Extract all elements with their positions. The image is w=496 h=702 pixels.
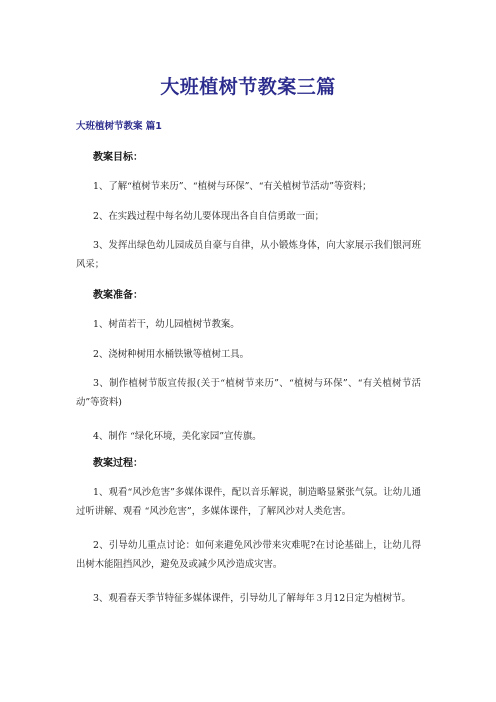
process-item-2: 2、引导幼儿重点讨论：如何来避免风沙带来灾难呢?在讨论基础上，让幼儿得出树木能阻挡风沙，避免及或减少风沙造成灾害。: [76, 540, 421, 570]
process-item-1: 1、观看“风沙危害”多媒体课件，配以音乐解说，制造略显紧张气氛。让幼儿通过听讲解、观看 “风沙危害”，多媒体课件，了解风沙对人类危害。: [76, 487, 421, 517]
document-title: 大班植树节教案三篇: [160, 76, 336, 98]
prep-item-3: 3、制作植树节版宣传报(关于“植树节来历”、“植树与环保”、“有关植树节活动”等资料): [76, 378, 421, 408]
goal-item-2: 2、在实践过程中每名幼儿要体现出各自自信勇敢一面；: [93, 211, 324, 222]
goal-item-1: 1、了解“植树节来历”、“植树与环保”、“有关植树节活动”等资料；: [93, 181, 372, 192]
prep-item-4: 4、制作 “绿化环境，美化家园”宣传旗。: [93, 431, 262, 442]
goals-heading: 教案目标：: [93, 152, 143, 163]
process-item-3: 3、观看春天季节特征多媒体课件，引导幼儿了解每年３月12日定为植树节。: [93, 593, 411, 604]
prep-item-1: 1、树苗若干，幼儿园植树节教案。: [93, 319, 240, 330]
prep-item-2: 2、浇树种树用水桶铁锹等植树工具。: [93, 349, 249, 360]
prep-heading: 教案准备：: [93, 290, 143, 301]
goal-item-3: 3、发挥出绿色幼儿园成员自豪与自律，从小锻炼身体，向大家展示我们银河班风采；: [76, 240, 421, 270]
process-heading: 教案过程：: [93, 458, 143, 469]
section-title: 大班植树节教案 篇1: [76, 121, 162, 132]
